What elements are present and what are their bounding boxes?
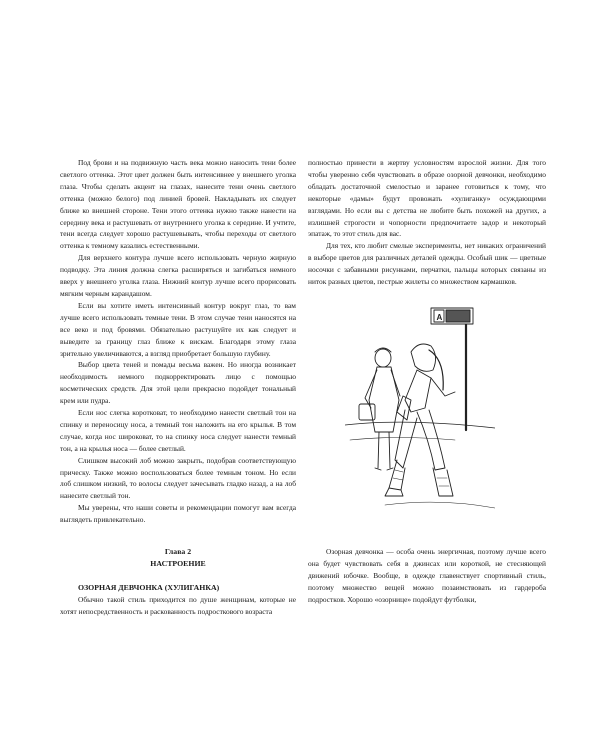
paragraph: Слишком высокий лоб можно закрыть, подобрав соответствующую прическу. Также можно воспользоваться более темным тоном. Но если лоб слишком низкий, то волосы следует зачесывать гладко назад, а на лоб нанесите светлый тон. bbox=[60, 455, 296, 501]
paragraph: Мы уверены, что наши советы и рекомендации помогут вам всегда выглядеть привлекательно. bbox=[60, 503, 296, 525]
paragraph: Для тех, кто любит смелые эксперименты, нет никаких ограничений в выборе цветов для различных деталей одежды. Особый шик — цветные носочки с забавными рисунками, перчатки, пальцы которых связаны из ниток разных цветов, пестрые жилеты со множеством кармашков. bbox=[308, 241, 546, 287]
right-column-bottom bbox=[308, 546, 546, 606]
sign-letter: A bbox=[436, 313, 443, 322]
right-column bbox=[308, 157, 546, 288]
paragraph: полностью принести в жертву условностям взрослой жизни. Для того чтобы уверенно себя чувствовать в образе озорной девчонки, необходимо обладать достаточной смелостью и заранее готовиться к тому, что некоторые «дамы» будут провожать «хулиганку» осуждающими взглядами. Но если вы с детства не любите быть похожей на других, а излишней строгости и чопорности предпочитаете задор и некоторый эпатаж, то этот стиль для вас. bbox=[308, 158, 546, 239]
paragraph: Если вы хотите иметь интенсивный контур вокруг глаз, то вам лучше всего использовать темные тени. В этом случае тени наносятся на все веко и под бровями. Обязательно растушуйте их как следует и выведите за границу глаз ближе к вискам. Благодаря этому глаза зрительно увеличиваются, а взгляд приобретает большую глубину. bbox=[60, 300, 296, 358]
street-scene-illustration bbox=[345, 300, 495, 515]
paragraph: Если нос слегка коротковат, то необходимо нанести светлый тон на спинку и переносицу носа, а темный тон наложить на его крылья. В том случае, когда нос широковат, то на спинку носа следует нанести темный тон, а на крылья носа — более светлый. bbox=[60, 408, 296, 453]
chapter-number: Глава 2 bbox=[164, 547, 192, 557]
left-column bbox=[60, 157, 296, 618]
paragraph: Выбор цвета теней и помады весьма важен. Но иногда возникает необходимость немного подкорректировать лицо с помощью косметических средств. Для этой цели прекрасно подойдет тональный крем или пудра. bbox=[60, 360, 296, 406]
paragraph: Под брови и на подвижную часть века можно наносить тени более светлого оттенка. Этот цвет должен быть интенсивнее у внешнего уголка глаза. Чтобы сделать акцент на глазах, нанесите тени очень светлого оттенка (можно белого) под линией бровей. Накладывать их следует ближе ко внешней стороне. Тени этого оттенка нужно также нанести на середину века и растушевать от внутреннего уголка к середине. И учтите, тени всегда следует хорошо растушевывать, чтобы переходы от светлого оттенка к темному казались естественными. bbox=[60, 158, 296, 251]
paragraph: Для верхнего контура лучше всего использовать черную жирную подводку. Эта линия должна слегка расширяться и загибаться немного вверх у внешнего уголка глаза. Нижний контур лучше всего прорисовать мягким черным карандашом. bbox=[60, 253, 296, 298]
paragraph: Обычно такой стиль приходится по душе женщинам, которые не хотят непосредственность и раскованность подросткового возраста bbox=[60, 595, 296, 616]
chapter-title: НАСТРОЕНИЕ bbox=[150, 559, 206, 569]
section-title: ОЗОРНАЯ ДЕВЧОНКА (ХУЛИГАНКА) bbox=[78, 583, 220, 593]
paragraph: Озорная девчонка — особа очень энергичная, поэтому лучше всего она будет чувствовать себя в джинсах или короткой, не стесняющей движений юбочке. Вообще, в одежде главенствует спортивный стиль, поэтому множество вещей можно позаимствовать из гардероба подростков. Хорошо «озорнице» подойдут футболки, bbox=[308, 547, 546, 604]
